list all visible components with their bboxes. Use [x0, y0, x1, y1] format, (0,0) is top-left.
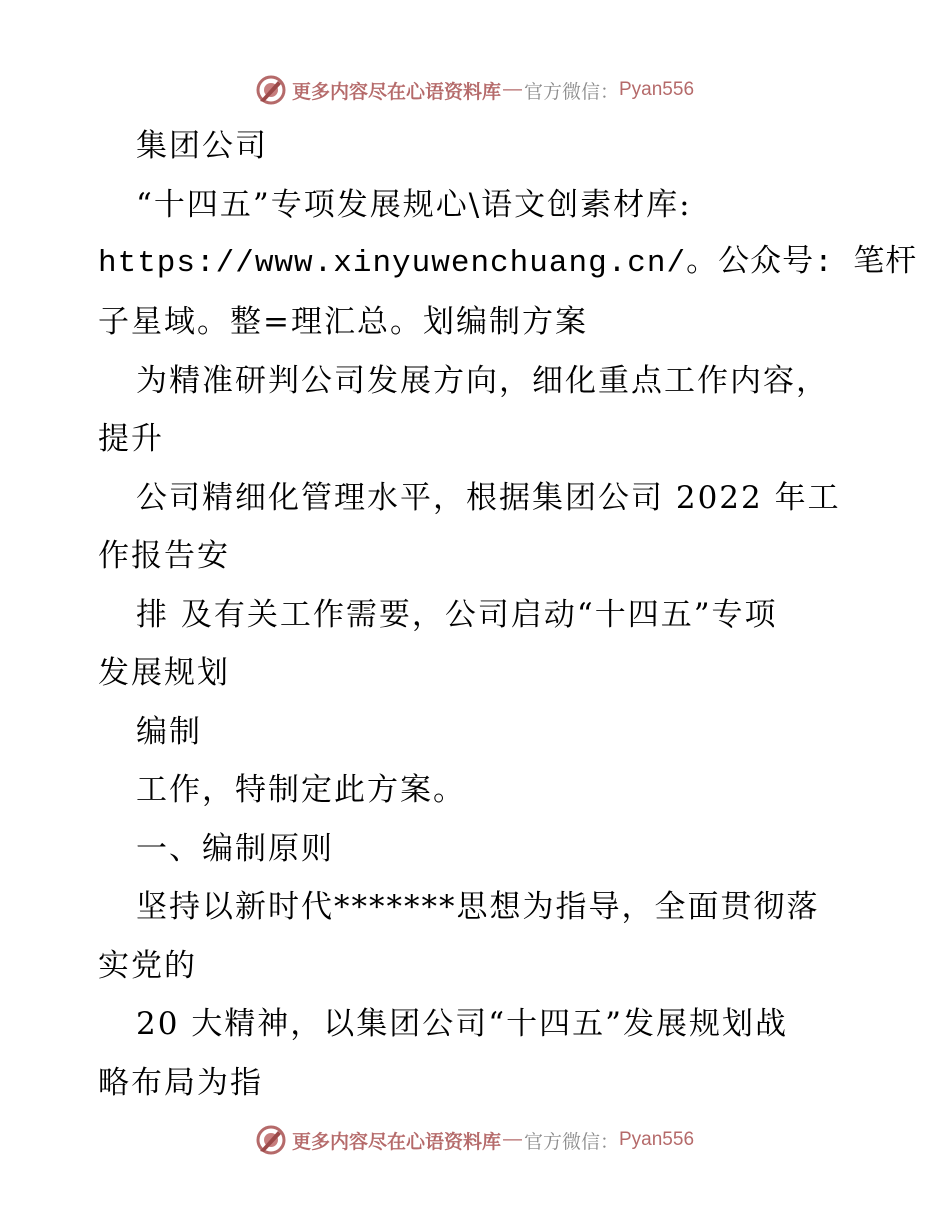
- text-line: 集团公司: [136, 128, 268, 164]
- text-line: “十四五”专项发展规心\语文创素材库:: [136, 187, 692, 223]
- banner-text: 更多内容尽在心语资料库: [291, 80, 501, 103]
- banner-dash: —: [502, 79, 522, 100]
- footer-banner: [0, 1122, 950, 1158]
- text-line: 排 及有关工作需要，公司启动“十四五”专项: [136, 597, 778, 633]
- banner-wechat-label: 官方微信：: [523, 1130, 619, 1153]
- text-line: 工作，特制定此方案。: [136, 772, 466, 808]
- quill-logo-icon: [256, 75, 286, 105]
- text-line: 为精准研判公司发展方向，细化重点工作内容，: [136, 363, 829, 399]
- text-line: 发展规划: [98, 655, 230, 691]
- text-line: 略布局为指: [98, 1065, 263, 1101]
- quill-logo-icon: [256, 1125, 286, 1155]
- text-line: 坚持以新时代*******思想为指导，全面贯彻落: [136, 889, 820, 925]
- banner-text: 更多内容尽在心语资料库: [291, 1130, 501, 1153]
- text-line: 20 大精神，以集团公司“十四五”发展规划战: [136, 1006, 788, 1042]
- text-line: 公司精细化管理水平，根据集团公司 2022 年工: [136, 480, 841, 516]
- text-line: 子星域。整=理汇总。划编制方案: [98, 304, 588, 340]
- banner-wechat-label: 官方微信：: [523, 80, 619, 103]
- banner-wechat-id: Pyan556: [619, 79, 695, 100]
- text-line: 作报告安: [98, 538, 230, 574]
- header-banner: [0, 72, 950, 108]
- text-line: 编制: [136, 714, 202, 750]
- text-line: 一、编制原则: [136, 831, 334, 867]
- banner-dash: —: [502, 1129, 522, 1150]
- text-line: 提升: [98, 421, 164, 457]
- text-line: https://www.xinyuwenchuang.cn/。公众号: 笔杆: [98, 246, 918, 281]
- banner-wechat-id: Pyan556: [619, 1129, 695, 1150]
- text-line: 实党的: [98, 948, 197, 984]
